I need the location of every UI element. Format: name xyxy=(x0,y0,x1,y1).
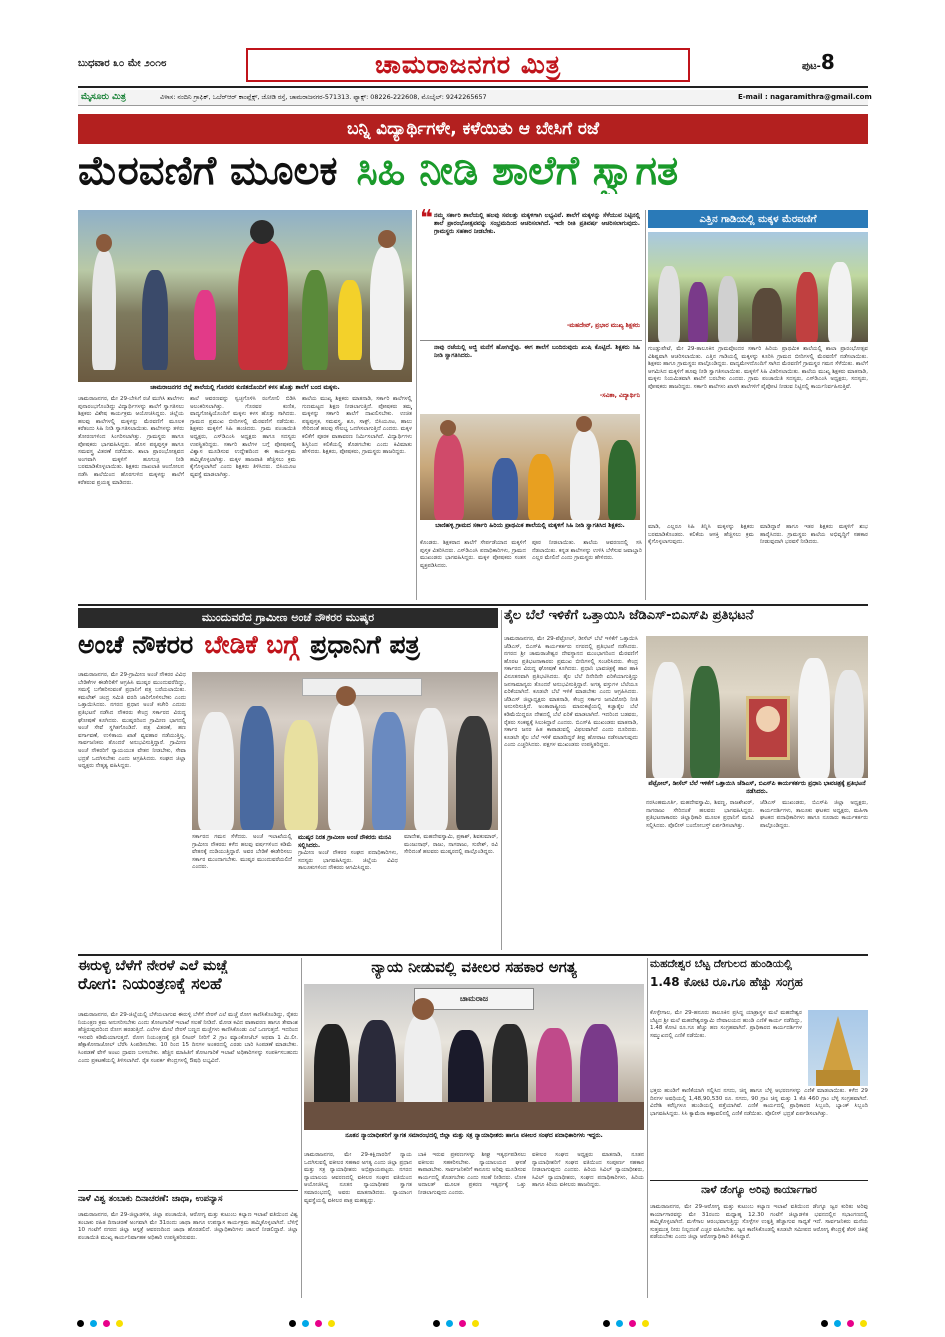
masthead xyxy=(78,48,868,84)
farm-headline-line1: ಈರುಳ್ಳಿ ಬೆಳೆಗೆ ನೇರಳೆ ಎಲೆ ಮಚ್ಚೆ xyxy=(78,958,228,974)
farm-headline xyxy=(78,958,298,1008)
registration-dots-midright xyxy=(600,1312,652,1331)
post-headline-part2: ಬೇಡಿಕೆ ಬಗ್ಗೆ xyxy=(204,630,300,659)
post-kicker xyxy=(78,608,498,628)
lead-kicker-text: ಬನ್ನಿ ವಿದ್ಯಾರ್ಥಿಗಳೇ, ಕಳೆಯಿತು ಆ ಬೇಸಿಗೆ ರಜೆ xyxy=(346,119,600,139)
lead-quote2 xyxy=(420,344,642,408)
lead-kicker xyxy=(78,114,868,144)
registration-dots-center xyxy=(430,1312,482,1331)
lead-side-body2: ಮಾಡಿ, ಎಲ್ಲರೂ ಸಿಹಿ ತಿನ್ನಿಸಿ ಮಕ್ಕಳನ್ನು ಶಿಕ್ಷಕರು ಬರಮಾಡಿಕೊಂಡರು. ಕಲಿಕೆಯ ಆಸಕ್ತಿ ಹೆಚ್ಚಿಸಲು ಕ್ರಮ ಕೈಗೊಳ್ಳಲಾಗುವುದು. xyxy=(648,524,754,546)
page-number: 8 xyxy=(820,50,835,74)
post-body-col1: ಚಾಮರಾಜನಗರ, ಮೇ 29-ಗ್ರಾಮೀಣ ಅಂಚೆ ನೌಕರರ ವಿವಿಧ ಬೇಡಿಕೆಗಳ ಈಡೇರಿಕೆಗೆ ಆಗ್ರಹಿಸಿ ಮುಷ್ಕರ ಮುಂದುವರೆದಿದ್ದು, ಸಮಸ್ಯೆ ಬಗೆಹರಿಸುವಂತೆ ಪ್ರಧಾನಿಗೆ ಪತ್ರ ಬರೆಯಲಾಯಿತು. ಕಮಲೇಶ್ ಚಂದ್ರ ಸಮಿತಿ ವರದಿ ಜಾರಿಗೊಳಿಸಬೇಕು ಎಂದು ಒತ್ತಾಯಿಸಿದರು. ನಗರದ ಪ್ರಧಾನ ಅಂಚೆ ಕಚೇರಿ ಎದುರು ಪ್ರತಿಭಟನೆ ನಡೆಸಿದ ನೌಕರರು ಕೇಂದ್ರ ಸರ್ಕಾರದ ವಿರುದ್ಧ ಘೋಷಣೆ ಕೂಗಿದರು. ಮುಷ್ಕರದಿಂದ ಗ್ರಾಮೀಣ ಭಾಗದಲ್ಲಿ ಅಂಚೆ ಸೇವೆ ಸ್ಥಗಿತಗೊಂಡಿದೆ. ಪತ್ರ ವಿತರಣೆ, ಹಣ ವರ್ಗಾವಣೆ, ಉಳಿತಾಯ ಖಾತೆ ವ್ಯವಹಾರ ನಡೆಯುತ್ತಿಲ್ಲ. ಸಾರ್ವಜನಿಕರು ತೊಂದರೆ ಅನುಭವಿಸುತ್ತಿದ್ದಾರೆ. ಗ್ರಾಮೀಣ ಅಂಚೆ ನೌಕರರಿಗೆ ನ್ಯಾಯಯುತ ವೇತನ ನೀಡಬೇಕು, ಸೇವಾ ಭದ್ರತೆ ಒದಗಿಸಬೇಕು ಎಂದು ಆಗ್ರಹಿಸಿದರು. ಸಂಘದ ಜಿಲ್ಲಾ ಅಧ್ಯಕ್ಷರು ನೇತೃತ್ವ ವಹಿಸಿದ್ದರು. xyxy=(78,672,186,770)
post-body-col3: ಮುಷ್ಕರ ನಿರತ ಗ್ರಾಮೀಣ ಅಂಚೆ ನೌಕರರು ಮನವಿ ಸಲ್ಲಿಸಿದರು. ಗ್ರಾಮೀಣ ಅಂಚೆ ನೌಕರರ ಸಂಘದ ಪದಾಧಿಕಾರಿಗಳು, ಸದಸ್ಯರು ಭಾಗವಹಿಸಿದ್ದರು. ಜಿಲ್ಲೆಯ ವಿವಿಧ ತಾಲೂಕುಗಳಿಂದ ನೌಕರರು ಆಗಮಿಸಿದ್ದರು. xyxy=(298,834,398,872)
lead-quote2-author: -ಸವಿತಾ, ವಿದ್ಯಾರ್ಥಿನಿ xyxy=(599,392,640,399)
temple-body-col2: ಭಕ್ತರು ಹುಂಡಿಗೆ ಕಾಣಿಕೆಯಾಗಿ ಸಲ್ಲಿಸಿದ ನಗದು, ಚಿನ್ನ ಹಾಗೂ ಬೆಳ್ಳಿ ಆಭರಣಗಳನ್ನು ಎಣಿಕೆ ಮಾಡಲಾಯಿತು. ಕಳೆದ 29 ದಿನಗಳ ಅವಧಿಯಲ್ಲಿ 1,48,90,530 ರೂ. ನಗದು, 90 ಗ್ರಾಂ ಚಿನ್ನ ಮತ್ತು 1 ಕೆಜಿ 460 ಗ್ರಾಂ ಬೆಳ್ಳಿ ಸಂಗ್ರಹವಾಗಿದೆ. ವಿದೇಶಿ ಕರೆನ್ಸಿಗಳೂ ಹುಂಡಿಯಲ್ಲಿ ಪತ್ತೆಯಾಗಿವೆ. ಎಣಿಕೆ ಕಾರ್ಯದಲ್ಲಿ ಪ್ರಾಧಿಕಾರದ ಸಿಬ್ಬಂದಿ, ಬ್ಯಾಂಕ್ ಸಿಬ್ಬಂದಿ ಭಾಗವಹಿಸಿದ್ದರು. ಸಿಸಿ ಕ್ಯಾಮೆರಾ ಕಣ್ಗಾವಲಿನಲ್ಲಿ ಎಣಿಕೆ ನಡೆಯಿತು. ಪೊಲೀಸ್ ಭದ್ರತೆ ಏರ್ಪಡಿಸಲಾಗಿತ್ತು. xyxy=(650,1088,868,1117)
post-photo-caption: ಮುಷ್ಕರ ನಿರತ ಗ್ರಾಮೀಣ ಅಂಚೆ ನೌಕರರು ಮನವಿ ಸಲ್ಲಿಸಿದರು. xyxy=(298,834,392,849)
lawyer-banner-text: ಚಾಮರಾಜ xyxy=(459,994,489,1003)
registration-dots-midleft xyxy=(286,1312,338,1331)
quote-divider xyxy=(420,340,642,341)
fuel-headline: ತೈಲ ಬೆಲೆ ಇಳಿಕೆಗೆ ಒತ್ತಾಯಿಸಿ ಜೆಡಿಎಸ್-ಬಿಎಸ್‌ಪಿ ಪ್ರತಿಭಟನೆ xyxy=(504,608,754,623)
address-line: ವಿಳಾಸ: ನಂದಿನಿ ಗ್ರಾಫಿಕ್, ಒಬೆರ್‌ಆರ್ ಕಾಂಪ್ಲೆಕ್ಸ್, ಜೋಡಿ ರಸ್ತೆ, ಚಾಮರಾಜನಗರ-571313. ಫ್ಯಾಕ್ಸ್: 08226-222608, ಮೊಬೈಲ್: 9242265657 xyxy=(160,93,487,101)
paper-name: ಚಾಮರಾಜನಗರ ಮಿತ್ರ xyxy=(374,50,562,79)
column-divider-5 xyxy=(647,958,648,1298)
post-headline-part1: ಅಂಚೆ ನೌಕರರ xyxy=(78,630,194,659)
column-divider-2 xyxy=(645,210,646,600)
lead-headline-part2: ಸಿಹಿ ನೀಡಿ ಶಾಲೆಗೆ ಸ್ವಾಗತ xyxy=(356,148,679,194)
address-bar xyxy=(78,90,872,106)
temple-divider xyxy=(650,1180,868,1181)
farm-body: ಚಾಮರಾಜನಗರ, ಮೇ 29-ಜಿಲ್ಲೆಯಲ್ಲಿ ಬೆಳೆಯಲಾಗುವ ಈರುಳ್ಳಿ ಬೆಳೆಗೆ ನೇರಳೆ ಎಲೆ ಮಚ್ಚೆ ರೋಗ ಕಾಣಿಸಿಕೊಂಡಿದ್ದು, ರೈತರು ನಿಯಂತ್ರಣ ಕ್ರಮ ಅನುಸರಿಸಬೇಕು ಎಂದು ತೋಟಗಾರಿಕೆ ಇಲಾಖೆ ಸಲಹೆ ನೀಡಿದೆ. ಮೋಡ ಕವಿದ ವಾತಾವರಣ ಹಾಗೂ ತೇವಾಂಶ ಹೆಚ್ಚಿರುವುದರಿಂದ ರೋಗ ಹರಡುತ್ತಿದೆ. ಎಲೆಗಳ ಮೇಲೆ ನೇರಳೆ ಬಣ್ಣದ ಮಚ್ಚೆಗಳು ಕಾಣಿಸಿಕೊಂಡು ಎಲೆ ಒಣಗುತ್ತದೆ. ಇದರಿಂದ ಇಳುವರಿ ಕಡಿಮೆಯಾಗುತ್ತದೆ. ರೋಗ ನಿಯಂತ್ರಣಕ್ಕೆ ಪ್ರತಿ ಲೀಟರ್ ನೀರಿಗೆ 2 ಗ್ರಾಂ ಮ್ಯಾಂಕೋಜೆಬ್ ಅಥವಾ 1 ಮಿ.ಲೀ. ಹೆಕ್ಸಾಕೋನಾಜೋಲ್ ಬೆರೆಸಿ ಸಿಂಪಡಿಸಬೇಕು. 10 ರಿಂದ 15 ದಿನಗಳ ಅಂತರದಲ್ಲಿ ಎರಡು ಬಾರಿ ಸಿಂಪಡಣೆ ಮಾಡಬೇಕು. ಸಿಂಪಡಣೆ ವೇಳೆ ಅಂಟು ದ್ರಾವಣ ಬಳಸಬೇಕು. ಹೆಚ್ಚಿನ ಮಾಹಿತಿಗೆ ತೋಟಗಾರಿಕೆ ಇಲಾಖೆ ಅಧಿಕಾರಿಗಳನ್ನು ಸಂಪರ್ಕಿಸಬಹುದು ಎಂದು ಪ್ರಕಟಣೆಯಲ್ಲಿ ತಿಳಿಸಲಾಗಿದೆ. ರೈತ ಸಂಪರ್ಕ ಕೇಂದ್ರಗಳಲ್ಲಿ ಔಷಧಿ ಲಭ್ಯವಿದೆ. xyxy=(78,1012,298,1064)
lead-body-col3: ಶಾಲೆಯ ಮುಖ್ಯ ಶಿಕ್ಷಕರು ಮಾತನಾಡಿ, ಸರ್ಕಾರಿ ಶಾಲೆಗಳಲ್ಲಿ ಗುಣಮಟ್ಟದ ಶಿಕ್ಷಣ ನೀಡಲಾಗುತ್ತಿದೆ. ಪೋಷಕರು ತಮ್ಮ ಮಕ್ಕಳನ್ನು ಸರ್ಕಾರಿ ಶಾಲೆಗೆ ದಾಖಲಿಸಬೇಕು. ಉಚಿತ ಪಠ್ಯಪುಸ್ತಕ, ಸಮವಸ್ತ್ರ, ಶೂ, ಸಾಕ್ಸ್, ಬಿಸಿಯೂಟ, ಹಾಲು ಸೇರಿದಂತೆ ಹಲವು ಸೌಲಭ್ಯ ಒದಗಿಸಲಾಗುತ್ತಿದೆ ಎಂದರು. ಮಕ್ಕಳ ಕಲಿಕೆಗೆ ಪೂರಕ ವಾತಾವರಣ ನಿರ್ಮಿಸಲಾಗಿದೆ. ವಿದ್ಯಾರ್ಥಿಗಳು ಶಿಸ್ತಿನಿಂದ ಕಲಿಕೆಯಲ್ಲಿ ತೊಡಗಬೇಕು ಎಂದು ಕಿವಿಮಾತು ಹೇಳಿದರು. ಶಿಕ್ಷಕರು, ಪೋಷಕರು, ಗ್ರಾಮಸ್ಥರು ಹಾಜರಿದ್ದರು. xyxy=(302,396,412,456)
lead-side-heading-text: ಎತ್ತಿನ ಗಾಡಿಯಲ್ಲಿ ಮಕ್ಕಳ ಮೆರವಣಿಗೆ xyxy=(699,213,817,225)
page-number-box xyxy=(802,50,835,74)
masthead-rule xyxy=(78,86,868,88)
column-divider-1 xyxy=(416,210,417,600)
tobacco-body: ಚಾಮರಾಜನಗರ, ಮೇ 29-ಜಿಲ್ಲಾಡಳಿತ, ಜಿಲ್ಲಾ ಪಂಚಾಯಿತಿ, ಆರೋಗ್ಯ ಮತ್ತು ಕುಟುಂಬ ಕಲ್ಯಾಣ ಇಲಾಖೆ ವತಿಯಿಂದ ವಿಶ್ವ ತಂಬಾಕು ರಹಿತ ದಿನಾಚರಣೆ ಅಂಗವಾಗಿ ಮೇ 31ರಂದು ಜಾಥಾ ಹಾಗೂ ಉಪನ್ಯಾಸ ಕಾರ್ಯಕ್ರಮ ಹಮ್ಮಿಕೊಳ್ಳಲಾಗಿದೆ. ಬೆಳಿಗ್ಗೆ 10 ಗಂಟೆಗೆ ನಗರದ ಜಿಲ್ಲಾ ಆಸ್ಪತ್ರೆ ಆವರಣದಿಂದ ಜಾಥಾ ಹೊರಡಲಿದೆ. ಜಿಲ್ಲಾಧಿಕಾರಿಗಳು ಚಾಲನೆ ನೀಡಲಿದ್ದಾರೆ. ಜಿಲ್ಲಾ ಪಂಚಾಯಿತಿ ಮುಖ್ಯ ಕಾರ್ಯನಿರ್ವಾಹಕ ಅಧಿಕಾರಿ ಉಪಸ್ಥಿತರಿರುವರು. xyxy=(78,1212,298,1241)
post-kicker-text: ಮುಂದುವರೆದ ಗ್ರಾಮೀಣ ಅಂಚೆ ನೌಕರರ ಮುಷ್ಕರ xyxy=(201,611,375,624)
temple-body-col1: ಕೊಳ್ಳೇಗಾಲ, ಮೇ 29-ಹನೂರು ತಾಲೂಕಿನ ಪ್ರಸಿದ್ಧ ಯಾತ್ರಾಸ್ಥಳ ಮಲೆ ಮಹದೇಶ್ವರ ಬೆಟ್ಟದ ಶ್ರೀ ಮಲೆ ಮಹದೇಶ್ವರಸ್ವಾಮಿ ದೇವಾಲಯದ ಹುಂಡಿ ಎಣಿಕೆ ಕಾರ್ಯ ನಡೆದಿದ್ದು, 1.48 ಕೋಟಿ ರೂ.ಗೂ ಹೆಚ್ಚು ಹಣ ಸಂಗ್ರಹವಾಗಿದೆ. ಪ್ರಾಧಿಕಾರದ ಕಾರ್ಯದರ್ಶಿಗಳ ಸಮ್ಮುಖದಲ್ಲಿ ಎಣಿಕೆ ನಡೆಯಿತು. xyxy=(650,1010,802,1039)
post-body-col4: ಮಾದೇಶ, ಮಹದೇವಸ್ವಾಮಿ, ಪ್ರಕಾಶ್, ಶಿವಕುಮಾರ್, ಮಂಜುನಾಥ್, ರಾಜು, ನಾಗರಾಜು, ಸುರೇಶ್, ರವಿ ಸೇರಿದಂತೆ ಹಲವರು ಮುಷ್ಕರದಲ್ಲಿ ಪಾಲ್ಗೊಂಡಿದ್ದರು. xyxy=(404,834,498,856)
lead-photo2-caption: ಬಾಣಿಹಳ್ಳಿ ಗ್ರಾಮದ ಸರ್ಕಾರಿ ಹಿರಿಯ ಪ್ರಾಥಮಿಕ ಶಾಲೆಯಲ್ಲಿ ಮಕ್ಕಳಿಗೆ ಸಿಹಿ ನೀಡಿ ಸ್ವಾಗತಿಸಿದ ಶಿಕ್ಷಕರು. xyxy=(435,522,625,529)
registration-dots-right xyxy=(818,1312,870,1331)
lawyer-photo-felicitation xyxy=(304,984,644,1130)
lead-side-body3: ಮಾಡಿದ್ದಾರೆ ಹಾಗೂ ಇತರ ಶಿಕ್ಷಕರು ಮಕ್ಕಳಿಗೆ ಶುಭ ಹಾರೈಸಿದರು. ಗ್ರಾಮಸ್ಥರು ಶಾಲೆಯ ಅಭಿವೃದ್ಧಿಗೆ ಸಹಕಾರ ನೀಡುವುದಾಗಿ ಭರವಸೆ ನೀಡಿದರು. xyxy=(760,524,868,546)
tobacco-headline: ನಾಳೆ ವಿಶ್ವ ತಂಬಾಕು ದಿನಾಚರಣೆ: ಜಾಥಾ, ಉಪನ್ಯಾಸ xyxy=(78,1194,223,1204)
temple-headline-line1: ಮಹದೇಶ್ವರ ಬೆಟ್ಟ ದೇಗುಲದ ಹುಂಡಿಯಲ್ಲಿ xyxy=(650,958,793,970)
lead-body-col4: ಕೊಂಡರು. ಶಿಕ್ಷಕರಾದ ಶಾಲೆಗೆ ಸೇರ್ಪಡೆಯಾದ ಮಕ್ಕಳಿಗೆ ಪುಸ್ತಕ ವಿತರಿಸಿದರು. ಎಸ್‌ಡಿಎಂಸಿ ಪದಾಧಿಕಾರಿಗಳು, ಗ್ರಾಮದ ಮುಖಂಡರು ಭಾಗವಹಿಸಿದ್ದರು. ಮಕ್ಕಳ ಪೋಷಕರು ಸಂತಸ ವ್ಯಕ್ತಪಡಿಸಿದರು. xyxy=(420,540,526,569)
lead-body-col5: ಪೂರ ನೀಡಲಾಯಿತು. ಶಾಲೆಯ ಆವರಣದಲ್ಲಿ ಸಸಿ ನೆಡಲಾಯಿತು. ಕನ್ನಡ ಶಾಲೆಗಳನ್ನು ಉಳಿಸಿ ಬೆಳೆಸುವ ಜವಾಬ್ದಾರಿ ಎಲ್ಲರ ಮೇಲಿದೆ ಎಂದು ಗ್ರಾಮಸ್ಥರು ಹೇಳಿದರು. xyxy=(532,540,642,562)
column-divider-3 xyxy=(501,610,502,950)
lead-photo-sweets xyxy=(420,414,640,520)
lead-body-col2: ಶಾಲೆ ಆವರಣವನ್ನು ಸ್ವಚ್ಛಗೊಳಿಸಿ ರಂಗೋಲಿ ಬಿಡಿಸಿ ಅಲಂಕರಿಸಲಾಗಿತ್ತು. ಗೊರವರ ಕುಣಿತ, ವಾದ್ಯಗೋಷ್ಠಿಯೊಂದಿಗೆ ಮಕ್ಕಳು ಕಳಸ ಹೊತ್ತು ಸಾಗಿದರು. ಗ್ರಾಮದ ಪ್ರಮುಖ ಬೀದಿಗಳಲ್ಲಿ ಮೆರವಣಿಗೆ ನಡೆಯಿತು. ಶಿಕ್ಷಕರು ಮಕ್ಕಳಿಗೆ ಸಿಹಿ ಹಂಚಿದರು. ಗ್ರಾಮ ಪಂಚಾಯಿತಿ ಅಧ್ಯಕ್ಷರು, ಎಸ್‌ಡಿಎಂಸಿ ಅಧ್ಯಕ್ಷರು ಹಾಗೂ ಸದಸ್ಯರು ಉಪಸ್ಥಿತರಿದ್ದರು. ಸರ್ಕಾರಿ ಶಾಲೆಗಳ ಬಗ್ಗೆ ಪೋಷಕರಲ್ಲಿ ವಿಶ್ವಾಸ ಮೂಡಿಸುವ ಉದ್ದೇಶದಿಂದ ಈ ಕಾರ್ಯಕ್ರಮ ಹಮ್ಮಿಕೊಳ್ಳಲಾಗಿತ್ತು. ಮಕ್ಕಳ ಹಾಜರಾತಿ ಹೆಚ್ಚಿಸಲು ಕ್ರಮ ಕೈಗೊಳ್ಳಲಾಗಿದೆ ಎಂದು ಶಿಕ್ಷಕರು ತಿಳಿಸಿದರು. ಬಿಸಿಯೂಟ ವ್ಯವಸ್ಥೆ ಮಾಡಲಾಗಿತ್ತು. xyxy=(190,396,296,478)
lead-side-body: ಗುಂಡ್ಲುಪೇಟೆ, ಮೇ 29-ತಾಲೂಕಿನ ಗ್ರಾಮವೊಂದರ ಸರ್ಕಾರಿ ಹಿರಿಯ ಪ್ರಾಥಮಿಕ ಶಾಲೆಯಲ್ಲಿ ಶಾಲಾ ಪ್ರಾರಂಭೋತ್ಸವ ವಿಶಿಷ್ಟವಾಗಿ ಆಚರಿಸಲಾಯಿತು. ಎತ್ತಿನ ಗಾಡಿಯಲ್ಲಿ ಮಕ್ಕಳನ್ನು ಕೂರಿಸಿ ಗ್ರಾಮದ ಬೀದಿಗಳಲ್ಲಿ ಮೆರವಣಿಗೆ ನಡೆಸಲಾಯಿತು. ಶಿಕ್ಷಕರು ಹಾಗೂ ಗ್ರಾಮಸ್ಥರು ಪಾಲ್ಗೊಂಡಿದ್ದರು. ವಾದ್ಯಮೇಳದೊಂದಿಗೆ ಸಾಗಿದ ಮೆರವಣಿಗೆ ಗ್ರಾಮಸ್ಥರ ಗಮನ ಸೆಳೆಯಿತು. ಶಾಲೆಗೆ ಆಗಮಿಸಿದ ಮಕ್ಕಳಿಗೆ ಹೂವು ನೀಡಿ ಸ್ವಾಗತಿಸಲಾಯಿತು. ಮಕ್ಕಳಿಗೆ ಸಿಹಿ ವಿತರಿಸಲಾಯಿತು. ಶಾಲೆಯ ಮುಖ್ಯ ಶಿಕ್ಷಕರು ಮಾತನಾಡಿ, ಮಕ್ಕಳು ನಿಯಮಿತವಾಗಿ ಶಾಲೆಗೆ ಬರಬೇಕು ಎಂದರು. ಗ್ರಾಮ ಪಂಚಾಯಿತಿ ಸದಸ್ಯರು, ಎಸ್‌ಡಿಎಂಸಿ ಅಧ್ಯಕ್ಷರು, ಸದಸ್ಯರು, ಪೋಷಕರು ಹಾಜರಿದ್ದರು. ಸರ್ಕಾರಿ ಶಾಲೆಗಳು ಖಾಸಗಿ ಶಾಲೆಗಳಿಗೆ ಪೈಪೋಟಿ ನೀಡುವ ನಿಟ್ಟಿನಲ್ಲಿ ಕಾರ್ಯನಿರ್ವಹಿಸುತ್ತಿವೆ. xyxy=(648,346,868,390)
post-photo-protest xyxy=(192,672,498,830)
masthead-date: ಬುಧವಾರ ೩೦ ಮೇ ೨೦೧೮ xyxy=(78,58,167,69)
lawyer-body-col2: ಬಾಕಿ ಇರುವ ಪ್ರಕರಣಗಳನ್ನು ಶೀಘ್ರ ಇತ್ಯರ್ಥಪಡಿಸಲು ವಕೀಲರು ಸಹಕರಿಸಬೇಕು. ನ್ಯಾಯಾಲಯದ ಘನತೆ ಕಾಪಾಡಬೇಕು. ಸಾರ್ವಜನಿಕರಿಗೆ ಕಾನೂನು ಅರಿವು ಮೂಡಿಸುವ ಕಾರ್ಯದಲ್ಲಿ ತೊಡಗಬೇಕು ಎಂದು ಸಲಹೆ ನೀಡಿದರು. ಲೋಕ ಅದಾಲತ್ ಮೂಲಕ ಪ್ರಕರಣ ಇತ್ಯರ್ಥಕ್ಕೆ ಒತ್ತು ನೀಡಲಾಗುವುದು ಎಂದರು. xyxy=(418,1152,526,1196)
quote-mark-icon: ❝ xyxy=(420,206,433,231)
lead-headline-part1: ಮೆರವಣಿಗೆ ಮೂಲಕ xyxy=(78,148,338,194)
lead-quote1 xyxy=(420,206,642,340)
post-body-col2: ಸರ್ಕಾರದ ಗಮನ ಸೆಳೆದರು. ಅಂಚೆ ಇಲಾಖೆಯಲ್ಲಿ ಗ್ರಾಮೀಣ ನೌಕರರು ಕಳೆದ ಹಲವು ವರ್ಷಗಳಿಂದ ಕಡಿಮೆ ವೇತನಕ್ಕೆ ದುಡಿಯುತ್ತಿದ್ದಾರೆ. ಅವರ ಬೇಡಿಕೆ ಈಡೇರಿಸಲು ಸರ್ಕಾರ ಮುಂದಾಗಬೇಕು. ಮುಷ್ಕರ ಮುಂದುವರೆಯಲಿದೆ ಎಂದರು. xyxy=(192,834,292,871)
temple-photo-gopura xyxy=(808,1010,868,1086)
registration-dots-left xyxy=(74,1312,126,1331)
fuel-photo-protest xyxy=(646,636,868,778)
dengue-body: ಚಾಮರಾಜನಗರ, ಮೇ 29-ಆರೋಗ್ಯ ಮತ್ತು ಕುಟುಂಬ ಕಲ್ಯಾಣ ಇಲಾಖೆ ವತಿಯಿಂದ ಡೆಂಗ್ಯೂ ಜ್ವರ ಕುರಿತು ಅರಿವು ಕಾರ್ಯಾಗಾರವನ್ನು ಮೇ 31ರಂದು ಮಧ್ಯಾಹ್ನ 12.30 ಗಂಟೆಗೆ ಜಿಲ್ಲಾಡಳಿತ ಭವನದಲ್ಲಿನ ಸಭಾಂಗಣದಲ್ಲಿ ಹಮ್ಮಿಕೊಳ್ಳಲಾಗಿದೆ. ಮಳೆಗಾಲ ಆರಂಭವಾಗುತ್ತಿದ್ದು ಸೊಳ್ಳೆಗಳ ಉತ್ಪತ್ತಿ ಹೆಚ್ಚಾಗುವ ಸಾಧ್ಯತೆ ಇದೆ. ಸಾರ್ವಜನಿಕರು ಮನೆಯ ಸುತ್ತಮುತ್ತ ನೀರು ನಿಲ್ಲದಂತೆ ಎಚ್ಚರ ವಹಿಸಬೇಕು. ಜ್ವರ ಕಾಣಿಸಿಕೊಂಡಲ್ಲಿ ಕೂಡಲೇ ಸಮೀಪದ ಆರೋಗ್ಯ ಕೇಂದ್ರಕ್ಕೆ ತೆರಳಿ ಚಿಕಿತ್ಸೆ ಪಡೆಯಬೇಕು ಎಂದು ಜಿಲ್ಲಾ ಆರೋಗ್ಯಾಧಿಕಾರಿ ತಿಳಿಸಿದ್ದಾರೆ. xyxy=(650,1204,868,1241)
lead-quote1-text: ನಮ್ಮ ಸರ್ಕಾರಿ ಶಾಲೆಯಲ್ಲಿ ಹಲವು ಸವಲತ್ತು ಮಕ್ಕಳಿಗಾಗಿ ಲಭ್ಯವಿವೆ. ಶಾಲೆಗೆ ಮಕ್ಕಳನ್ನು ಸೆಳೆಯುವ ನಿಟ್ಟಿನಲ್ಲಿ ಶಾಲೆ ಪ್ರಾರಂಭೋತ್ಸವವನ್ನು ಸಂಭ್ರಮದಿಂದ ಆಚರಿಸಲಾಗಿದೆ. ಇದೇ ರೀತಿ ಪ್ರತಿವರ್ಷ ಆಚರಿಸಲಾಗುವುದು. ಗ್ರಾಮಸ್ಥರು ಸಹಕಾರ ನೀಡಬೇಕು. xyxy=(434,212,640,235)
section-rule-1 xyxy=(78,604,868,606)
lead-side-heading xyxy=(648,210,868,228)
fuel-photo-caption: ಪೆಟ್ರೋಲ್, ಡೀಸೆಲ್ ಬೆಲೆ ಇಳಿಕೆಗೆ ಒತ್ತಾಯಿಸಿ ಜೆಡಿಎಸ್, ಬಿಎಸ್‌ಪಿ ಕಾರ್ಯಕರ್ತರು ಪ್ರಧಾನಿ ಭಾವಚಿತ್ರಕ್ಕೆ ಪ್ರತಿಭಟನೆ ನಡೆಸಿದರು. xyxy=(648,780,866,795)
temple-headline xyxy=(650,958,868,1006)
fuel-body-col2: ನರಸಿಂಹಮೂರ್ತಿ, ಮಹದೇವಸ್ವಾಮಿ, ಶಿವಣ್ಣ, ರಾಜಶೇಖರ್, ನಾಗರಾಜು ಸೇರಿದಂತೆ ಹಲವರು ಭಾಗವಹಿಸಿದ್ದರು. ಪ್ರತಿಭಟನಾಕಾರರು ಜಿಲ್ಲಾಧಿಕಾರಿ ಮೂಲಕ ಪ್ರಧಾನಿಗೆ ಮನವಿ ಸಲ್ಲಿಸಿದರು. ಪೊಲೀಸ್ ಬಂದೋಬಸ್ತ್ ಏರ್ಪಡಿಸಲಾಗಿತ್ತು. xyxy=(646,800,754,829)
column-divider-4 xyxy=(301,958,302,1298)
fuel-body-col3: ಜೆಡಿಎಸ್ ಮುಖಂಡರು, ಬಿಎಸ್‌ಪಿ ಜಿಲ್ಲಾ ಅಧ್ಯಕ್ಷರು, ಕಾರ್ಯದರ್ಶಿಗಳು, ತಾಲೂಕು ಘಟಕದ ಅಧ್ಯಕ್ಷರು, ಮಹಿಳಾ ಘಟಕದ ಪದಾಧಿಕಾರಿಗಳು ಹಾಗೂ ನೂರಾರು ಕಾರ್ಯಕರ್ತರು ಪಾಲ್ಗೊಂಡಿದ್ದರು. xyxy=(760,800,868,829)
lawyer-photo-caption: ನೂತನ ನ್ಯಾಯಾಧೀಶರಿಗೆ ಸ್ವಾಗತ ಸಮಾರಂಭದಲ್ಲಿ ಜಿಲ್ಲಾ ಮತ್ತು ಸತ್ರ ನ್ಯಾಯಾಧೀಶರು ಹಾಗೂ ವಕೀಲರ ಸಂಘದ ಪದಾಧಿಕಾರಿಗಳು ಇದ್ದರು. xyxy=(345,1132,603,1139)
section-rule-2 xyxy=(78,954,868,956)
farm-divider xyxy=(78,1190,298,1191)
lead-photo-procession xyxy=(78,210,412,382)
lawyer-body-col1: ಚಾಮರಾಜನಗರ, ಮೇ 29-ಕಕ್ಷಿದಾರರಿಗೆ ನ್ಯಾಯ ಒದಗಿಸುವಲ್ಲಿ ವಕೀಲರ ಸಹಕಾರ ಅಗತ್ಯ ಎಂದು ಜಿಲ್ಲಾ ಪ್ರಧಾನ ಮತ್ತು ಸತ್ರ ನ್ಯಾಯಾಧೀಶರು ಅಭಿಪ್ರಾಯಪಟ್ಟರು. ನಗರದ ನ್ಯಾಯಾಲಯ ಆವರಣದಲ್ಲಿ ವಕೀಲರ ಸಂಘದ ವತಿಯಿಂದ ಆಯೋಜಿಸಿದ್ದ ನೂತನ ನ್ಯಾಯಾಧೀಶರ ಸ್ವಾಗತ ಸಮಾರಂಭದಲ್ಲಿ ಅವರು ಮಾತನಾಡಿದರು. ನ್ಯಾಯಾಂಗ ವ್ಯವಸ್ಥೆಯಲ್ಲಿ ವಕೀಲರ ಪಾತ್ರ ಮಹತ್ವದ್ದು. xyxy=(304,1152,412,1204)
fuel-body-col1: ಚಾಮರಾಜನಗರ, ಮೇ 29-ಪೆಟ್ರೋಲ್, ಡೀಸೆಲ್ ಬೆಲೆ ಇಳಿಕೆಗೆ ಒತ್ತಾಯಿಸಿ ಜೆಡಿಎಸ್, ಬಿಎಸ್‌ಪಿ ಕಾರ್ಯಕರ್ತರು ನಗರದಲ್ಲಿ ಪ್ರತಿಭಟನೆ ನಡೆಸಿದರು. ನಗರದ ಶ್ರೀ ಚಾಮರಾಜೇಶ್ವರ ದೇವಸ್ಥಾನದ ಮುಂಭಾಗದಿಂದ ಮೆರವಣಿಗೆ ಹೊರಟ ಪ್ರತಿಭಟನಾಕಾರರು ಪ್ರಮುಖ ಬೀದಿಗಳಲ್ಲಿ ಸಂಚರಿಸಿದರು. ಕೇಂದ್ರ ಸರ್ಕಾರದ ವಿರುದ್ಧ ಘೋಷಣೆ ಕೂಗಿದರು. ಪ್ರಧಾನಿ ಭಾವಚಿತ್ರಕ್ಕೆ ಹಾರ ಹಾಕಿ ವಿನೂತನವಾಗಿ ಪ್ರತಿಭಟಿಸಿದರು. ತೈಲ ಬೆಲೆ ದಿನೇದಿನೇ ಏರಿಕೆಯಾಗುತ್ತಿದ್ದು ಜನಸಾಮಾನ್ಯರು ತೊಂದರೆ ಅನುಭವಿಸುತ್ತಿದ್ದಾರೆ. ಅಗತ್ಯ ವಸ್ತುಗಳ ಬೆಲೆಯೂ ಏರಿಕೆಯಾಗಿದೆ. ಕೂಡಲೇ ಬೆಲೆ ಇಳಿಕೆ ಮಾಡಬೇಕು ಎಂದು ಆಗ್ರಹಿಸಿದರು. ಜೆಡಿಎಸ್ ಜಿಲ್ಲಾಧ್ಯಕ್ಷರು ಮಾತನಾಡಿ, ಕೇಂದ್ರ ಸರ್ಕಾರ ಜನವಿರೋಧಿ ನೀತಿ ಅನುಸರಿಸುತ್ತಿದೆ. ಅಂತಾರಾಷ್ಟ್ರೀಯ ಮಾರುಕಟ್ಟೆಯಲ್ಲಿ ಕಚ್ಚಾತೈಲ ಬೆಲೆ ಕಡಿಮೆಯಿದ್ದರೂ ದೇಶದಲ್ಲಿ ಬೆಲೆ ಏರಿಕೆ ಮಾಡಲಾಗಿದೆ. ಇದರಿಂದ ಬಡವರು, ರೈತರು ಸಂಕಷ್ಟಕ್ಕೆ ಸಿಲುಕಿದ್ದಾರೆ ಎಂದರು. ಬಿಎಸ್‌ಪಿ ಮುಖಂಡರು ಮಾತನಾಡಿ, ಸರ್ಕಾರ ಜನರ ಹಿತ ಕಾಪಾಡುವಲ್ಲಿ ವಿಫಲವಾಗಿದೆ ಎಂದು ದೂರಿದರು. ಕೂಡಲೇ ತೈಲ ಬೆಲೆ ಇಳಿಕೆ ಮಾಡದಿದ್ದರೆ ತೀವ್ರ ಹೋರಾಟ ನಡೆಸಲಾಗುವುದು ಎಂದು ಎಚ್ಚರಿಸಿದರು. ಪಕ್ಷಗಳ ಮುಖಂಡರು ಉಪಸ್ಥಿತರಿದ್ದರು. xyxy=(504,636,638,749)
lead-photo1-caption: ಚಾಮರಾಜನಗರ ಜಿಲ್ಲೆ ಶಾಲೆಯಲ್ಲಿ ಗೊರವರ ಕುಣಿತದೊಂದಿಗೆ ಕಳಸ ಹೊತ್ತು ಶಾಲೆಗೆ ಬಂದ ಮಕ್ಕಳು. xyxy=(150,384,340,391)
lead-photo-bullock-cart xyxy=(648,232,868,342)
email-address: E-mail : nagaramithra@gmail.com xyxy=(738,93,872,101)
dengue-headline: ನಾಳೆ ಡೆಂಗ್ಯೂ ಅರಿವು ಕಾರ್ಯಾಗಾರ xyxy=(701,1184,817,1196)
lawyer-body-col3: ವಕೀಲರ ಸಂಘದ ಅಧ್ಯಕ್ಷರು ಮಾತನಾಡಿ, ನೂತನ ನ್ಯಾಯಾಧೀಶರಿಗೆ ಸಂಘದ ವತಿಯಿಂದ ಸಂಪೂರ್ಣ ಸಹಕಾರ ನೀಡಲಾಗುವುದು ಎಂದರು. ಹಿರಿಯ ಸಿವಿಲ್ ನ್ಯಾಯಾಧೀಶರು, ಸಿವಿಲ್ ನ್ಯಾಯಾಧೀಶರು, ಸಂಘದ ಪದಾಧಿಕಾರಿಗಳು, ಹಿರಿಯ ಹಾಗೂ ಕಿರಿಯ ವಕೀಲರು ಹಾಜರಿದ್ದರು. xyxy=(532,1152,644,1189)
page-label: ಪುಟ- xyxy=(802,61,821,72)
lead-quote1-author: -ಮಹದೇವ್, ಪ್ರಭಾರ ಮುಖ್ಯ ಶಿಕ್ಷಕರು xyxy=(566,322,640,329)
temple-headline-line2: 1.48 ಕೋಟಿ ರೂ.ಗೂ ಹೆಚ್ಚು ಸಂಗ್ರಹ xyxy=(650,975,803,989)
post-headline-part3: ಪ್ರಧಾನಿಗೆ ಪತ್ರ xyxy=(310,630,420,659)
lead-headline xyxy=(78,148,868,204)
sub-brand: ಮೈಸೂರು ಮಿತ್ರ xyxy=(81,92,126,102)
lead-body-col1: ಚಾಮರಾಜನಗರ, ಮೇ 29-ಬೇಸಿಗೆ ರಜೆ ಮುಗಿಸಿ ಶಾಲೆಗಳು ಪುನಾರಂಭಗೊಂಡಿದ್ದು ವಿದ್ಯಾರ್ಥಿಗಳನ್ನು ಶಾಲೆಗೆ ಸ್ವಾಗತಿಸಲು ಶಿಕ್ಷಕರು ವಿಶೇಷ ಕಾರ್ಯಕ್ರಮ ಆಯೋಜಿಸಿದ್ದರು. ಜಿಲ್ಲೆಯ ಹಲವು ಶಾಲೆಗಳಲ್ಲಿ ಮಕ್ಕಳನ್ನು ಮೆರವಣಿಗೆ ಮೂಲಕ ಕರೆತಂದು ಸಿಹಿ ನೀಡಿ ಸ್ವಾಗತಿಸಲಾಯಿತು. ಶಾಲೆಗಳನ್ನು ತಳಿರು ತೋರಣಗಳಿಂದ ಸಿಂಗರಿಸಲಾಗಿತ್ತು. ಗ್ರಾಮಸ್ಥರು ಹಾಗೂ ಪೋಷಕರು ಭಾಗವಹಿಸಿದ್ದರು. ಹೊಸ ಪಠ್ಯಪುಸ್ತಕ ಹಾಗೂ ಸಮವಸ್ತ್ರ ವಿತರಣೆ ನಡೆಯಿತು. ಶಾಲಾ ಪ್ರಾರಂಭೋತ್ಸವದ ಅಂಗವಾಗಿ ಮಕ್ಕಳಿಗೆ ಹೂಗುಚ್ಛ ನೀಡಿ ಬರಮಾಡಿಕೊಳ್ಳಲಾಯಿತು. ಶಿಕ್ಷಕರು ದಾಖಲಾತಿ ಆಂದೋಲನ ನಡೆಸಿ ಶಾಲೆಯಿಂದ ಹೊರಗುಳಿದ ಮಕ್ಕಳನ್ನು ಶಾಲೆಗೆ ಕರೆತರುವ ಪ್ರಯತ್ನ ಮಾಡಿದರು. xyxy=(78,396,184,486)
lawyer-headline: ನ್ಯಾಯ ನೀಡುವಲ್ಲಿ ವಕೀಲರ ಸಹಕಾರ ಅಗತ್ಯ xyxy=(371,958,577,976)
farm-headline-line2: ರೋಗ: ನಿಯಂತ್ರಣಕ್ಕೆ ಸಲಹೆ xyxy=(78,974,222,993)
lead-quote2-text: ನಾವು ರಜೆಯಲ್ಲಿ ಅಜ್ಜಿ ಮನೆಗೆ ಹೋಗಿದ್ದೆವು. ಈಗ ಶಾಲೆಗೆ ಬಂದಿರುವುದು ಖುಷಿ ಕೊಟ್ಟಿದೆ. ಶಿಕ್ಷಕರು ಸಿಹಿ ನೀಡಿ ಸ್ವಾಗತಿಸಿದರು. xyxy=(434,344,640,359)
masthead-title-box xyxy=(246,48,690,82)
